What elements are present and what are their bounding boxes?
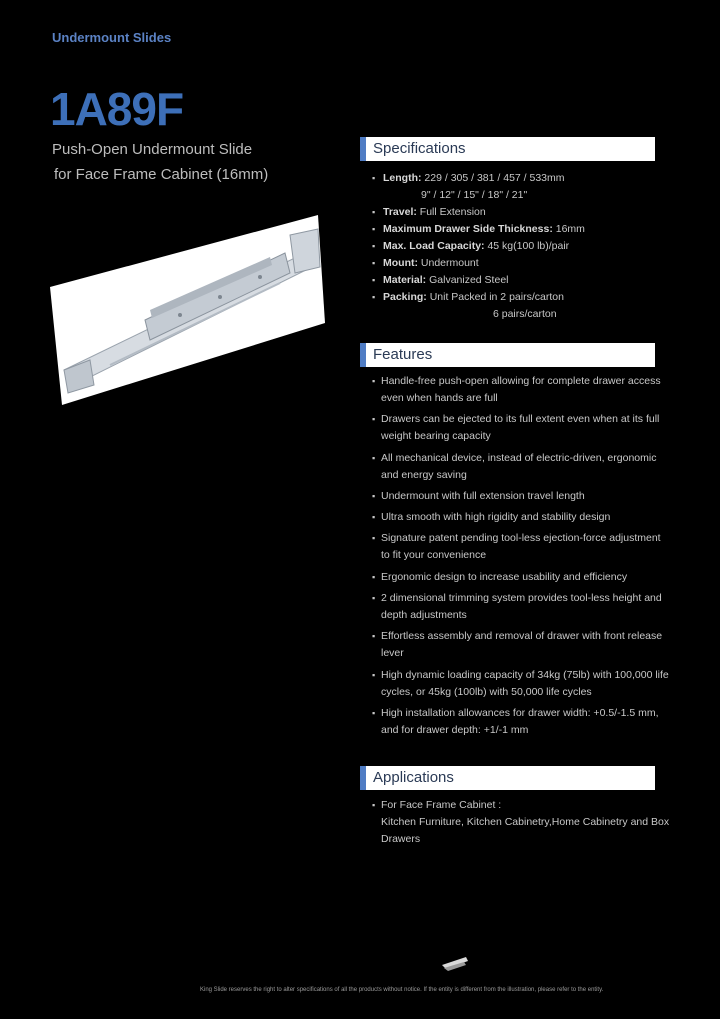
feature-item: ▪ All mechanical device, instead of electric-driven, ergonomic and energy saving (372, 450, 672, 484)
features-list (372, 373, 672, 743)
application-line-1: ▪ For Face Frame Cabinet : (381, 799, 502, 811)
specifications-header (360, 137, 655, 161)
spec-load: ▪ Max. Load Capacity: 45 kg(100 lb)/pair (372, 238, 672, 255)
specifications-title: Specifications (373, 140, 466, 157)
specifications-list (372, 170, 672, 323)
brand-logo-icon (440, 955, 470, 971)
feature-item: ▪ Signature patent pending tool-less ejection-force adjustment to fit your convenience (372, 530, 672, 564)
applications-list (372, 797, 672, 848)
feature-item: ▪ High dynamic loading capacity of 34kg (75lb) with 100,000 life cycles, or 45kg (100lb) with 50,000 life cycles (372, 667, 672, 701)
application-line-2: Kitchen Furniture, Kitchen Cabinetry,Home Cabinetry and Box Drawers (381, 816, 670, 845)
product-photo (50, 215, 330, 405)
spec-packing: ▪ Packing: Unit Packed in 2 pairs/carton (372, 289, 672, 306)
category-label: Undermount Slides (52, 30, 172, 45)
feature-item: ▪ Handle-free push-open allowing for complete drawer access even when hands are full (372, 373, 672, 407)
spec-travel: ▪ Travel: Full Extension (372, 204, 672, 221)
feature-item: ▪ Undermount with full extension travel length (372, 488, 672, 505)
applications-header (360, 766, 655, 790)
subtitle-line-2: for Face Frame Cabinet (16mm) (54, 166, 269, 183)
feature-item: ▪ Effortless assembly and removal of drawer with front release lever (372, 628, 672, 662)
features-title: Features (373, 346, 433, 363)
feature-item: ▪ Drawers can be ejected to its full extent even when at its full weight bearing capacity (372, 411, 672, 445)
feature-item: ▪ 2 dimensional trimming system provides tool-less height and depth adjustments (372, 590, 672, 624)
spec-material: ▪ Material: Galvanized Steel (372, 272, 672, 289)
spec-thickness: ▪ Maximum Drawer Side Thickness: 16mm (372, 221, 672, 238)
applications-title: Applications (373, 769, 454, 786)
spec-length: ▪ Length: 229 / 305 / 381 / 457 / 533mm (372, 170, 672, 187)
subtitle-line-1: Push-Open Undermount Slide (52, 141, 253, 158)
feature-item: ▪ High installation allowances for drawer width: +0.5/-1.5 mm, and for drawer depth: +1/-1 mm (372, 705, 672, 739)
product-subtitle (52, 137, 268, 187)
spec-mount: ▪ Mount: Undermount (372, 255, 672, 272)
spec-length-inch: 9" / 12" / 15" / 18" / 21" (421, 189, 528, 201)
feature-item: ▪ Ultra smooth with high rigidity and stability design (372, 509, 672, 526)
features-header (360, 343, 655, 367)
application-item (372, 797, 672, 848)
footer-disclaimer: King Slide reserves the right to alter specifications of all the products without notice. If the entity is different from the illustration, please refer to the entity. (200, 987, 604, 993)
spec-packing-2: 6 pairs/carton (493, 308, 557, 320)
model-number: 1A89F (50, 83, 184, 135)
feature-item: ▪ Ergonomic design to increase usability and efficiency (372, 569, 672, 586)
